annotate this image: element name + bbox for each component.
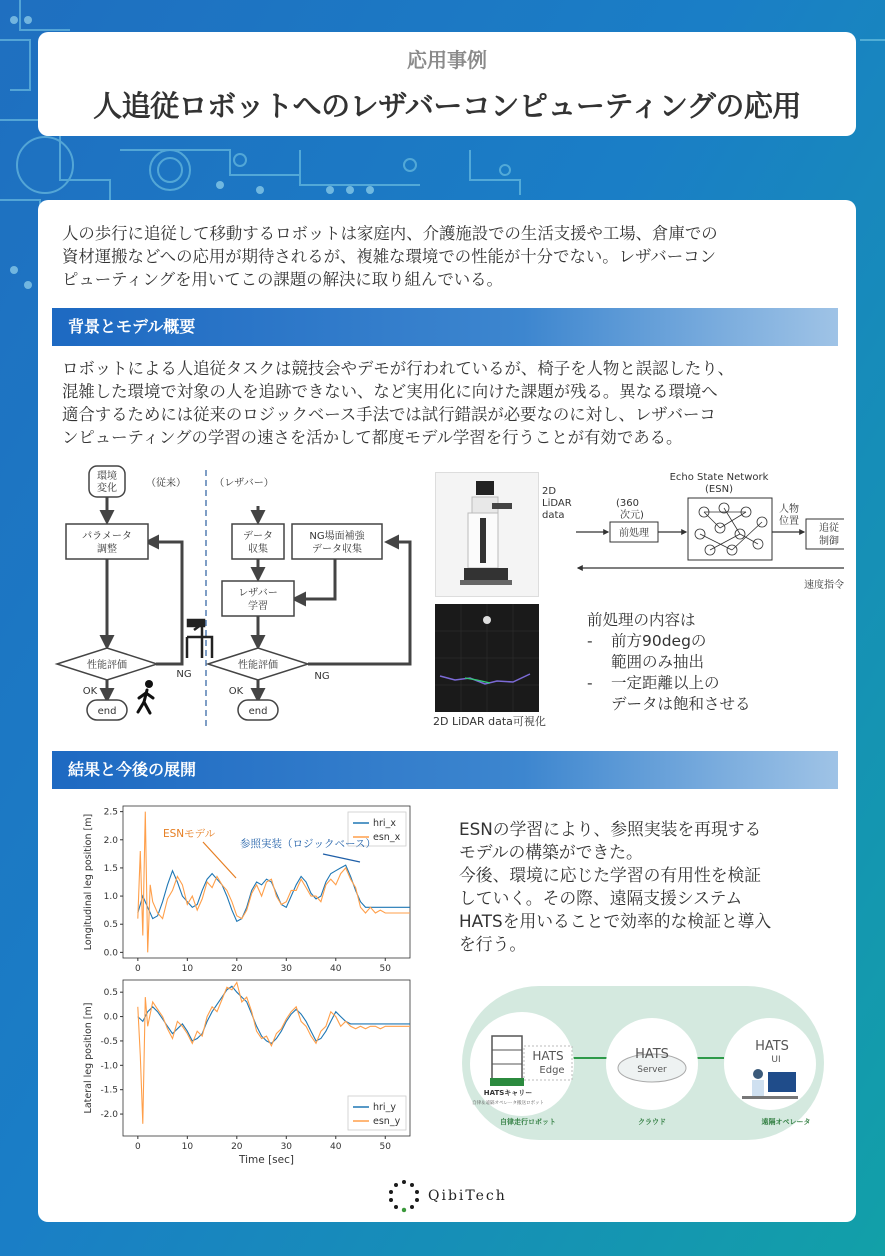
results-line: HATSを用いることで効率的な検証と導入 — [459, 911, 772, 931]
ng-left-label: NG — [176, 669, 192, 680]
qibitech-logo — [386, 1178, 516, 1218]
x-tick-label: 0 — [134, 964, 141, 974]
x-tick-label: 50 — [379, 1142, 391, 1152]
env-change-label-2: 変化 — [97, 483, 117, 494]
background-line: ロボットによる人追従タスクは競技会やデモが行われているが、椅子を人物と誤認したり、 — [62, 359, 735, 378]
control-label-1: 追従 — [819, 523, 839, 534]
dim-label-2: 次元) — [620, 510, 644, 521]
ok-left-label: OK — [82, 686, 98, 697]
data-label-2: 収集 — [248, 544, 268, 555]
annotation-reference: 参照実装（ロジックベース） — [240, 838, 376, 850]
position-label-1: 人物 — [779, 504, 799, 515]
background-text — [62, 357, 734, 449]
hats-server-brand: HATS — [635, 1047, 669, 1062]
ng-data-label-1: NG場面補強 — [309, 531, 365, 542]
preprocessing-item-text: 範囲のみ抽出 — [611, 653, 705, 671]
res-learn-label-2: 学習 — [248, 601, 268, 612]
ng-data-label-2: データ収集 — [312, 544, 362, 555]
ng-right-label: NG — [314, 671, 330, 682]
y-tick-label: 2.0 — [103, 835, 118, 846]
hats-edge-brand: HATS — [532, 1049, 564, 1063]
dim-label-1: (360 — [616, 498, 639, 509]
x-tick-label: 40 — [330, 1142, 342, 1152]
y-tick-label: 0.0 — [103, 1012, 118, 1023]
background-line: 混雑した環境で対象の人を追跡できない、など実用化に向けた課題が残る。異なる環境へ — [62, 382, 718, 401]
flowchart-diagram — [52, 462, 422, 732]
legend-label: hri_x — [373, 818, 396, 829]
results-line: していく。その際、遠隔支援システム — [459, 888, 743, 908]
y-tick-label: 1.0 — [103, 892, 118, 903]
control-label-2: 制御 — [819, 536, 839, 547]
eval-left-label: 性能評価 — [87, 660, 127, 671]
eval-right-label: 性能評価 — [238, 660, 278, 671]
chair-icon — [187, 620, 212, 658]
hats-system-diagram — [462, 986, 824, 1140]
x-tick-label: 10 — [181, 1142, 194, 1152]
page-title: 人追従ロボットへのレザバーコンピューティングの応用 — [93, 89, 801, 123]
y-tick-label: 0.5 — [103, 988, 118, 999]
lidar-label-1: 2D — [542, 486, 557, 497]
section-heading-results: 結果と今後の展開 — [52, 751, 838, 789]
y-tick-label: 0.0 — [103, 948, 118, 959]
qibitech-logo-icon — [386, 1178, 422, 1214]
env-change-label-1: 環境 — [97, 471, 117, 482]
hats-edge-label: Edge — [539, 1065, 565, 1076]
x-tick-label: 40 — [330, 964, 342, 974]
network-label-2: (ESN) — [705, 484, 733, 495]
lidar-caption: 2D LiDAR data可視化 — [433, 715, 546, 728]
robot-caption: 自律走行ロボット — [500, 1118, 556, 1126]
longitudinal-chart — [68, 800, 418, 980]
walking-person-icon — [138, 680, 153, 713]
hats-ui-label: UI — [771, 1055, 781, 1065]
y-tick-label: -0.5 — [100, 1036, 118, 1047]
lidar-label-3: data — [542, 510, 565, 521]
intro-text — [62, 222, 718, 291]
preprocessing-title: 前処理の内容は — [587, 611, 696, 629]
results-text — [459, 818, 771, 956]
preprocessing-item — [587, 631, 751, 652]
preprocess-label: 前処理 — [619, 528, 649, 539]
annotation-esn-model: ESNモデル — [163, 828, 216, 840]
section-heading-background: 背景とモデル概要 — [52, 308, 838, 346]
x-tick-label: 10 — [181, 964, 194, 974]
conventional-label: （従来） — [146, 478, 186, 489]
y-axis-label: Lateral leg position [m] — [83, 1002, 94, 1114]
intro-line: 資材運搬などへの応用が期待されるが、複雑な環境での性能が十分でない。レザバーコン — [62, 247, 716, 266]
y-tick-label: 0.5 — [103, 920, 118, 931]
page-subtitle: 応用事例 — [407, 48, 487, 72]
res-learn-label-1: レザバー — [238, 588, 278, 599]
y-tick-label: -1.5 — [100, 1085, 118, 1096]
carrier-label: HATSキャリー — [483, 1089, 533, 1097]
preprocessing-item — [587, 673, 751, 694]
lidar-label-2: LiDAR — [542, 498, 572, 509]
x-axis-label: Time [sec] — [239, 1154, 294, 1166]
robot-photo — [435, 472, 539, 597]
y-axis-label: Longitudinal leg position [m] — [83, 813, 94, 951]
preprocessing-item-text: 前方90degの — [611, 632, 707, 650]
x-tick-label: 50 — [379, 964, 391, 974]
hats-server-label: Server — [637, 1065, 667, 1075]
legend-label: hri_y — [373, 1102, 396, 1113]
background-line: 適合するためには従来のロジックベース手法では試行錯誤が必要なのに対し、レザバーコ — [62, 405, 716, 424]
position-label-2: 位置 — [779, 516, 799, 527]
esn-diagram — [534, 464, 844, 594]
param-label-2: 調整 — [97, 544, 117, 555]
y-tick-label: 1.5 — [103, 863, 118, 874]
legend-label: esn_y — [373, 1116, 401, 1127]
y-tick-label: -1.0 — [100, 1061, 118, 1072]
end-right-label: end — [248, 706, 268, 717]
cloud-caption: クラウド — [638, 1118, 666, 1126]
x-tick-label: 20 — [231, 964, 243, 974]
main-card — [38, 200, 856, 1222]
hats-ui-brand: HATS — [755, 1039, 789, 1054]
results-line: ESNの学習により、参照実装を再現する — [459, 819, 762, 839]
x-tick-label: 0 — [134, 1142, 141, 1152]
preprocessing-item-text: 一定距離以上の — [611, 674, 720, 692]
preprocessing-list — [587, 610, 751, 715]
x-tick-label: 30 — [280, 964, 293, 974]
header-banner — [38, 32, 856, 136]
background-line: ンピューティングの学習の速さを活かして都度モデル学習を行うことが有効である。 — [62, 428, 683, 447]
lateral-chart — [68, 976, 418, 1166]
velocity-label: 速度指令 — [804, 580, 844, 591]
list-dash: - — [587, 632, 593, 650]
reservoir-label: （レザバー） — [214, 478, 274, 489]
preprocessing-item-text: データは飽和させる — [611, 695, 751, 713]
operator-caption: 遠隔オペレータ — [761, 1118, 811, 1126]
results-line: モデルの構築ができた。 — [459, 842, 643, 862]
network-label-1: Echo State Network — [669, 472, 769, 483]
y-tick-label: -2.0 — [100, 1110, 118, 1121]
param-label-1: パラメータ — [82, 531, 132, 542]
results-line: を行う。 — [459, 934, 527, 954]
ok-right-label: OK — [228, 686, 244, 697]
intro-line: 人の歩行に追従して移動するロボットは家庭内、介護施設での生活支援や工場、倉庫での — [62, 224, 718, 243]
y-tick-label: 2.5 — [103, 807, 118, 818]
intro-line: ピューティングを用いてこの課題の解決に取り組んでいる。 — [62, 270, 503, 289]
x-tick-label: 30 — [280, 1142, 293, 1152]
legend-label: esn_x — [373, 832, 401, 843]
carrier-sub-label: 自律＆遠隔オペレータ搬送ロボット — [472, 1101, 544, 1106]
x-tick-label: 20 — [231, 1142, 243, 1152]
data-label-1: データ — [243, 531, 273, 542]
qibitech-logo-text: QibiTech — [428, 1188, 507, 1204]
list-dash: - — [587, 674, 593, 692]
results-line: 今後、環境に応じた学習の有用性を検証 — [459, 865, 762, 885]
lidar-visualization — [435, 604, 539, 712]
end-left-label: end — [97, 706, 117, 717]
